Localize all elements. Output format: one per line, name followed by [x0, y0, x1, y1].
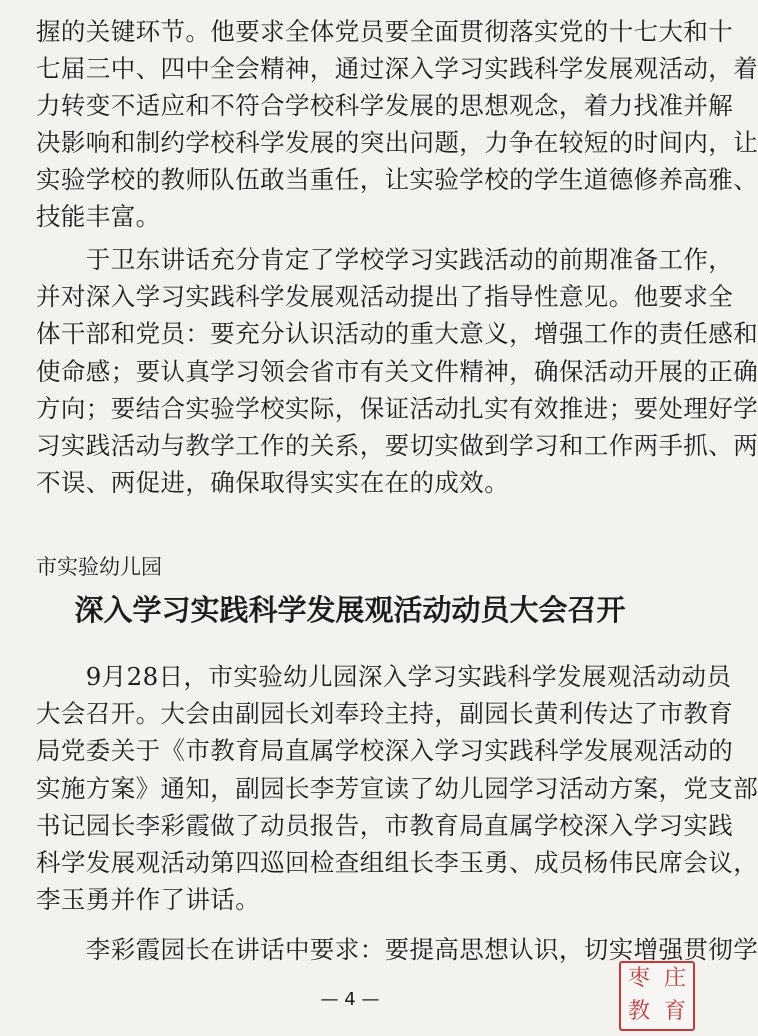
text-line: 局党委关于《市教育局直属学校深入学习实践科学发展观活动的: [36, 736, 734, 766]
text-line: 力转变不适应和不符合学校科学发展的思想观念，着力找准并解: [36, 91, 734, 120]
text-line: 握的关键环节。他要求全体党员要全面贯彻落实党的十七大和十: [36, 17, 734, 46]
article-headline: 深入学习实践科学发展观活动动员大会召开: [74, 593, 626, 627]
text-line: 李玉勇并作了讲话。: [36, 885, 261, 915]
text-line: 不误、两促进，确保取得实实在在的成效。: [36, 468, 510, 498]
text-line: 体干部和党员：要充分认识活动的重大意义，增强工作的责任感和: [36, 319, 758, 349]
seal-char: 教: [627, 999, 650, 1024]
section-label: 市实验幼儿园: [36, 555, 162, 579]
text-line: 实施方案》通知，副园长李芳宣读了幼儿园学习活动方案，党支部: [36, 773, 758, 803]
text-line: 使命感；要认真学习领会省市有关文件精神，确保活动开展的正确: [36, 356, 758, 386]
text-line: 七届三中、四中全会精神，通过深入学习实践科学发展观活动，着: [36, 54, 758, 83]
seal-stamp: [619, 961, 695, 1031]
text-line: 书记园长李彩霞做了动员报告，市教育局直属学校深入学习实践: [36, 810, 734, 840]
seal-char: 育: [663, 999, 686, 1024]
seal-char: 庄: [663, 966, 686, 991]
text-line: 技能丰富。: [36, 202, 161, 231]
seal-char: 枣: [627, 966, 650, 991]
text-line: 9月28日，市实验幼儿园深入学习实践科学发展观活动动员: [36, 662, 732, 691]
text-line: 并对深入学习实践科学发展观活动提出了指导性意见。他要求全: [36, 282, 734, 312]
text-line: 于卫东讲话充分肯定了学校学习实践活动的前期准备工作，: [36, 245, 734, 274]
text-line: 实验学校的教师队伍敢当重任，让实验学校的学生道德修养高雅、: [36, 165, 758, 194]
text-line: 大会召开。大会由副园长刘奉玲主持，副园长黄利传达了市教育: [36, 699, 734, 729]
text-line: 习实践活动与教学工作的关系，要切实做到学习和工作两手抓、两: [36, 431, 758, 460]
text-line: 方向；要结合实验学校实际，保证活动扎实有效推进；要处理好学: [36, 393, 758, 423]
text-line: 科学发展观活动第四巡回检查组组长李玉勇、成员杨伟民席会议，: [36, 848, 758, 877]
text-line: 李彩霞园长在讲话中要求：要提高思想认识，切实增强贯彻学: [36, 935, 758, 964]
page-number: — 4 —: [320, 989, 380, 1010]
text-line: 决影响和制约学校科学发展的突出问题，力争在较短的时间内，让: [36, 128, 758, 157]
